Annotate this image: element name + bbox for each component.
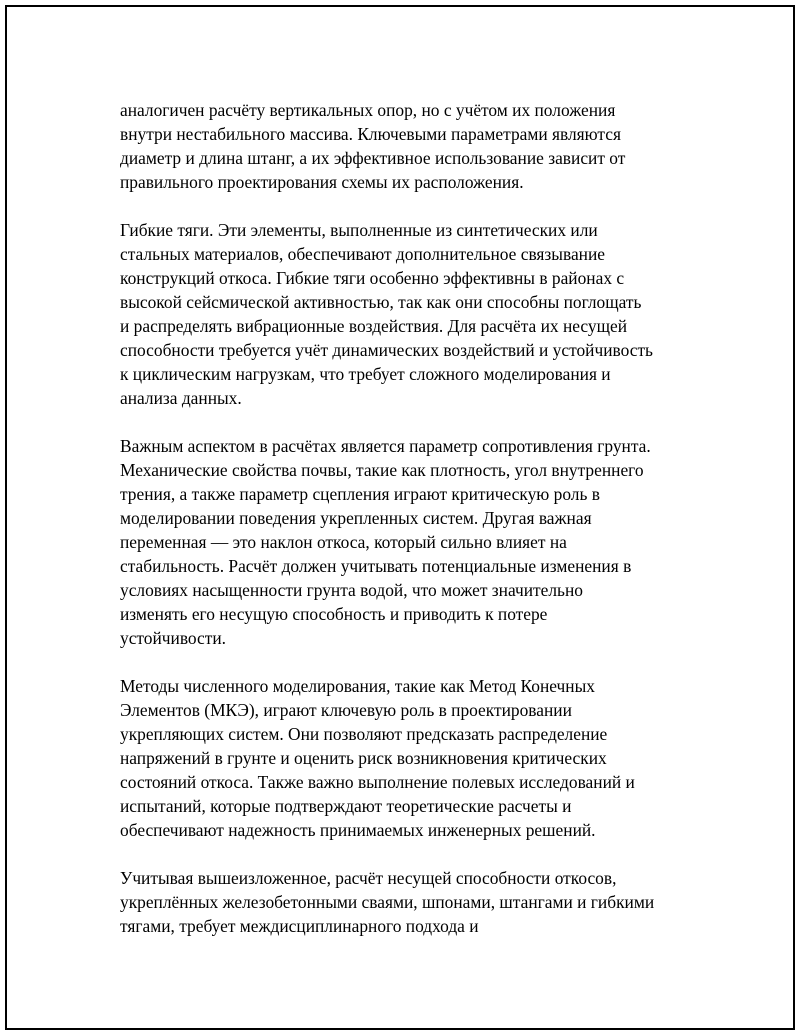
text-line: укрепляющих систем. Они позволяют предсказать распределение: [120, 724, 608, 744]
page-frame: [5, 5, 795, 1030]
paragraph-numerical-modeling: [120, 674, 710, 842]
text-line: укреплённых железобетонными сваями, шпонами, штангами и гибкими: [120, 892, 655, 912]
text-line: напряжений в грунте и оценить риск возникновения критических: [120, 748, 607, 768]
text-line: правильного проектирования схемы их расположения.: [120, 172, 524, 192]
text-line: Элементов (МКЭ), играют ключевую роль в проектировании: [120, 700, 572, 720]
text-line: условиях насыщенности грунта водой, что может значительно: [120, 580, 583, 600]
text-line: анализа данных.: [120, 388, 242, 408]
paragraph-soil-resistance: [120, 434, 710, 650]
paragraph-flexible-ties: [120, 218, 710, 410]
text-line: и распределять вибрационные воздействия. Для расчёта их несущей: [120, 316, 628, 336]
text-line: переменная — это наклон откоса, который сильно влияет на: [120, 532, 567, 552]
text-line: испытаний, которые подтверждают теоретические расчеты и: [120, 796, 572, 816]
text-line: изменять его несущую способность и приводить к потере: [120, 604, 548, 624]
text-line: Учитывая вышеизложенное, расчёт несущей способности откосов,: [120, 868, 617, 888]
text-line: внутри нестабильного массива. Ключевыми параметрами являются: [120, 124, 621, 144]
paragraph-vertical-supports: [120, 98, 710, 194]
paragraph-conclusion: [120, 866, 710, 938]
text-line: трения, а также параметр сцепления играют критическую роль в: [120, 484, 600, 504]
text-line: стальных материалов, обеспечивают дополнительное связывание: [120, 244, 606, 264]
text-line: моделировании поведения укрепленных систем. Другая важная: [120, 508, 592, 528]
text-line: тягами, требует междисциплинарного подхода и: [120, 916, 479, 936]
text-line: аналогичен расчёту вертикальных опор, но с учётом их положения: [120, 100, 616, 120]
text-line: диаметр и длина штанг, а их эффективное использование зависит от: [120, 148, 626, 168]
text-line: высокой сейсмической активностью, так как они способны поглощать: [120, 292, 642, 312]
text-line: состояний откоса. Также важно выполнение полевых исследований и: [120, 772, 635, 792]
text-line: к циклическим нагрузкам, что требует сложного моделирования и: [120, 364, 611, 384]
text-line: Методы численного моделирования, такие как Метод Конечных: [120, 676, 595, 696]
text-line: Важным аспектом в расчётах является параметр сопротивления грунта.: [120, 436, 651, 456]
document-body: [120, 98, 710, 938]
text-line: стабильность. Расчёт должен учитывать потенциальные изменения в: [120, 556, 632, 576]
text-line: устойчивости.: [120, 628, 227, 648]
text-line: обеспечивают надежность принимаемых инженерных решений.: [120, 820, 596, 840]
text-line: конструкций откоса. Гибкие тяги особенно эффективны в районах с: [120, 268, 625, 288]
text-line: способности требуется учёт динамических воздействий и устойчивость: [120, 340, 653, 360]
text-line: Гибкие тяги. Эти элементы, выполненные из синтетических или: [120, 220, 598, 240]
text-line: Механические свойства почвы, такие как плотность, угол внутреннего: [120, 460, 644, 480]
